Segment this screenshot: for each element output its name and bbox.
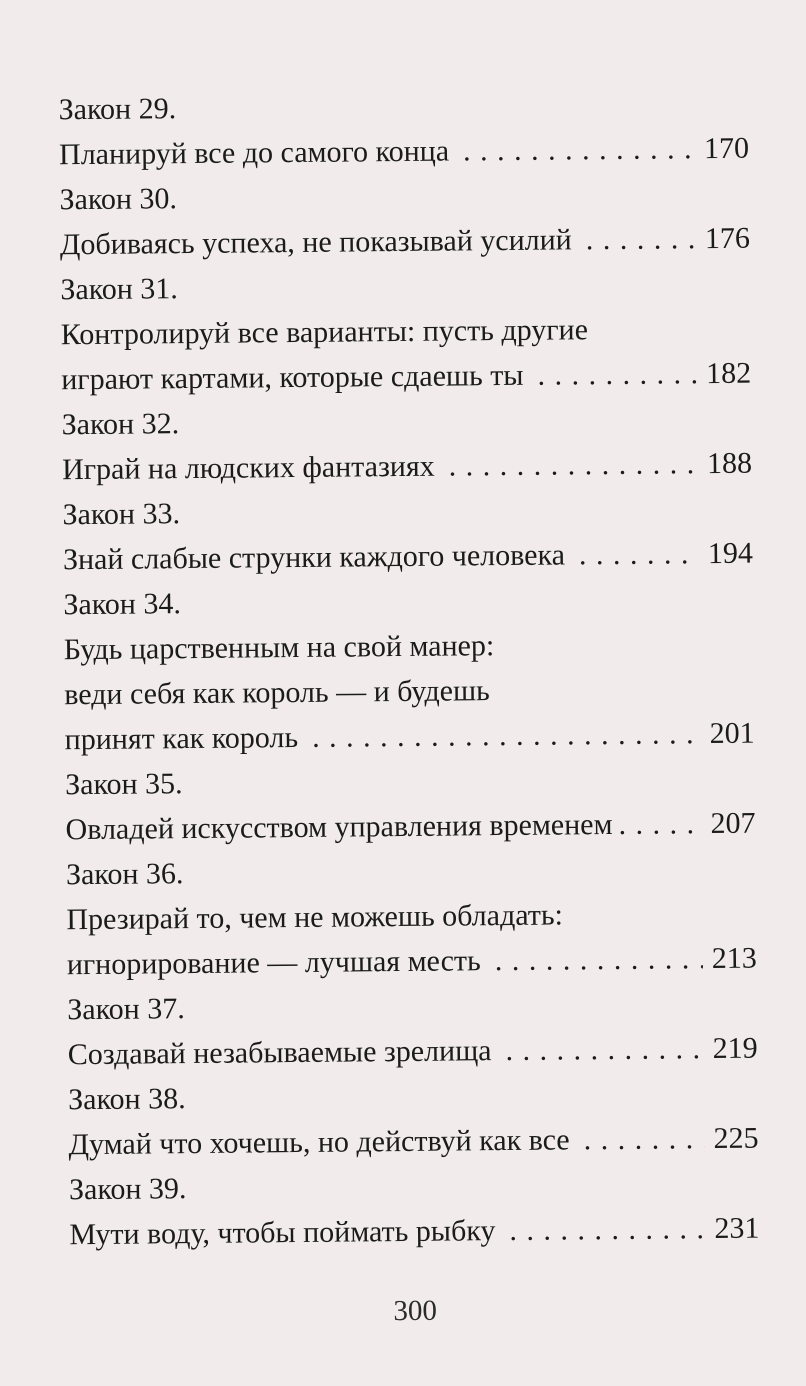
toc-line <box>63 531 753 583</box>
page-ref: 194 <box>707 536 754 571</box>
law-title: Думай что хочешь, но действуй как все <box>68 1123 570 1162</box>
toc-line <box>62 441 752 493</box>
law-number: Закон 32. <box>61 407 180 442</box>
toc-entry <box>60 261 751 403</box>
page-ref: 213 <box>711 941 757 976</box>
dot-leader <box>572 216 697 262</box>
toc-line <box>65 801 755 853</box>
law-title: Мути воду, чтобы поймать рыбку <box>69 1214 496 1252</box>
law-title: Овладей искусством управления временем <box>65 807 613 847</box>
page-ref: 188 <box>706 446 753 481</box>
law-number: Закон 39. <box>68 1172 187 1207</box>
page-ref: 170 <box>703 131 750 166</box>
dot-leader <box>565 531 699 577</box>
law-title: принят как король <box>64 721 299 757</box>
page-ref: 182 <box>706 356 752 391</box>
law-number: Закон 29. <box>58 92 177 127</box>
law-title: Будь царственным на свой манер: <box>63 629 495 667</box>
law-title: Контролируй все варианты: пусть другие <box>60 313 589 352</box>
toc-entry <box>59 171 750 268</box>
law-title: Планируй все до самого конца <box>58 134 450 172</box>
toc-entry <box>63 576 755 763</box>
law-title: Знай слабые струнки каждого человека <box>62 538 566 577</box>
law-number: Закон 35. <box>64 767 183 802</box>
law-number: Закон 31. <box>60 272 178 307</box>
toc-entry <box>68 1071 759 1168</box>
dot-leader <box>491 1026 704 1073</box>
toc-entry <box>58 81 749 178</box>
toc-line <box>61 351 751 403</box>
law-number: Закон 38. <box>67 1082 186 1117</box>
page-ref: 176 <box>704 221 751 256</box>
law-title: Добиваясь успеха, не показывай усилий <box>59 223 572 262</box>
toc-line <box>69 1206 759 1258</box>
toc-line <box>60 216 750 268</box>
dot-leader <box>434 441 698 489</box>
page-ref: 225 <box>713 1121 759 1156</box>
page-ref: 219 <box>712 1031 758 1066</box>
toc-line <box>59 126 749 178</box>
dot-leader <box>495 1206 705 1253</box>
law-title: Создавай незабываемые зрелища <box>67 1034 492 1072</box>
toc-entry <box>66 846 757 988</box>
law-number: Закон 36. <box>65 857 184 892</box>
law-title: веди себя как король — и будешь <box>64 674 490 712</box>
toc-line <box>68 1116 758 1168</box>
toc-entry <box>61 396 752 493</box>
law-title: игнорирование — лучшая месть <box>66 944 481 982</box>
toc-line <box>67 936 757 988</box>
dot-leader <box>449 126 695 173</box>
law-title: Играй на людских фантазиях <box>61 449 435 487</box>
law-number: Закон 30. <box>59 182 178 217</box>
law-number: Закон 34. <box>63 587 182 622</box>
dot-leader <box>612 801 701 847</box>
law-title: играют картами, которые сдаешь ты <box>61 358 524 397</box>
page-number: 300 <box>393 1294 438 1328</box>
law-number: Закон 37. <box>67 992 185 1027</box>
toc-line <box>68 1026 758 1078</box>
toc-line <box>64 711 754 763</box>
table-of-contents <box>58 81 759 1258</box>
page-ref: 231 <box>714 1211 760 1246</box>
dot-leader <box>298 711 701 760</box>
toc-entry <box>62 486 753 583</box>
law-number: Закон 33. <box>62 497 181 532</box>
toc-entry <box>65 756 756 853</box>
dot-leader <box>569 1116 704 1162</box>
dot-leader <box>481 936 704 983</box>
page-ref: 207 <box>710 806 756 841</box>
dot-leader <box>523 351 697 398</box>
toc-entry <box>69 1161 760 1258</box>
law-title: Презирай то, чем не можешь обладать: <box>66 898 564 937</box>
page-ref: 201 <box>709 716 755 751</box>
toc-entry <box>67 981 758 1078</box>
